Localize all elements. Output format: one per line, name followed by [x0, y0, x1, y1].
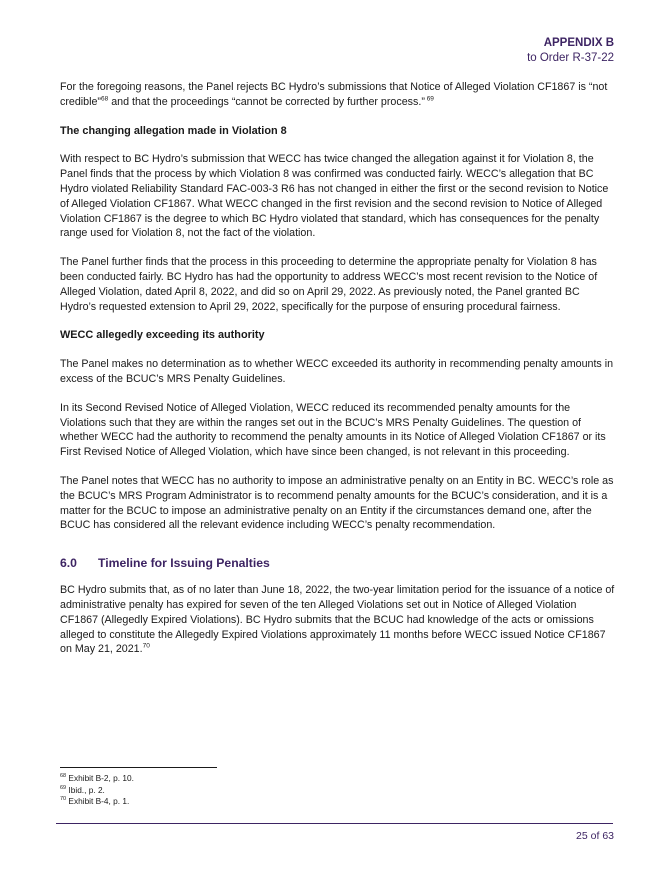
intro-paragraph [60, 80, 616, 110]
section-title: Timeline for Issuing Penalties [98, 556, 270, 571]
footnote-number: 69 [60, 784, 67, 791]
footnote-separator [60, 767, 217, 768]
section-heading-6 [60, 555, 616, 571]
section-number: 6.0 [60, 556, 77, 571]
paragraph-violation-8-1: With respect to BC Hydro’s submission that WECC has twice changed the allegation against it for Violation 8, the Panel finds that the process by which Violation 8 was confirmed was conducted fairly. WECC’s allegation that BC Hydro violated Reliability Standard FAC-003-3 R6 has not changed in either the first or the second revision to Notice of Alleged Violation CF1867. What WECC changed in the first revision and the second revision to Notice of Alleged Violation CF1867 is the degree to which BC Hydro violated that standard, which has consequences for the penalty range used for Violation 8, not the fact of the violation. [60, 153, 609, 240]
appendix-header [527, 36, 614, 66]
footnote-item [60, 785, 134, 797]
appendix-label: APPENDIX B [543, 37, 614, 49]
footnote-ref-68[interactable]: 68 [101, 95, 109, 103]
footnote-ref-69[interactable]: 69 [424, 95, 434, 103]
paragraph-authority-3: The Panel notes that WECC has no authority to impose an administrative penalty on an Entity in BC. WECC’s role as the BCUC’s MRS Program Administrator is to recommend penalty amounts for the BCUC’s consideration, and it is a matter for the BCUC to impose an administrative penalty on an Entity if the circumstances demand one, after the BCUC has considered all the relevant evidence including WECC’s penalty recommendation. [60, 474, 614, 532]
footnote-ref-70[interactable]: 70 [142, 642, 150, 650]
paragraph-authority-2: In its Second Revised Notice of Alleged Violation, WECC reduced its recommended penalty amounts for the Violations such that they are within the ranges set out in the BCUC’s MRS Penalty Guidelines. The question of whether WECC had the authority to recommend the penalty amounts in its Notice of Alleged Violation CF1867 or its First Revised Notice of Alleged Violation, which have since been changed, is not relevant in this proceeding. [60, 401, 606, 459]
subheading-authority: WECC allegedly exceeding its authority [60, 329, 265, 342]
intro-text-1: For the foregoing reasons, the Panel rejects BC Hydro’s submissions that Notice of Alleged Violation CF1867 is “not credible” [60, 81, 608, 108]
footnote-number: 68 [60, 773, 67, 780]
paragraph-violation-8-2: The Panel further finds that the process in this proceeding to determine the appropriate penalty for Violation 8 has been conducted fairly. BC Hydro has had the opportunity to address WECC’s most recent revision to the Notice of Alleged Violation, dated April 8, 2022, and did so on April 29, 2022. As previously noted, the Panel granted BC Hydro’s requested extension to April 29, 2022, specifically for the purpose of ensuring procedural fairness. [60, 256, 598, 313]
timeline-text: BC Hydro submits that, as of no later than June 18, 2022, the two-year limitation period for the issuance of a notice of administrative penalty has expired for seven of the ten Alleged Violations set out in Notice of Alleged Violation CF1867 (Allegedly Expired Violations). BC Hydro submits that the BCUC had knowledge of the acts or omissions alleged to constitute the Allegedly Expired Violations approximately 11 months before WECC issued Notice CF1867 on May 21, 2021. [60, 584, 615, 656]
footer-rule [56, 823, 613, 824]
footnote-number: 70 [60, 796, 67, 803]
footnote-text: Exhibit B-4, p. 1. [66, 796, 130, 806]
footnote-text: Exhibit B-2, p. 10. [66, 773, 134, 783]
footnotes [60, 773, 134, 808]
subheading-violation-8: The changing allegation made in Violation 8 [60, 124, 287, 137]
intro-text-2: and that the proceedings “cannot be corrected by further process.” [108, 95, 425, 108]
order-reference: to Order R-37-22 [527, 52, 614, 64]
paragraph-timeline [60, 583, 616, 657]
footnote-item [60, 796, 134, 808]
page-number: 25 of 63 [576, 830, 614, 842]
document-body [60, 80, 616, 671]
paragraph-authority-1: The Panel makes no determination as to whether WECC exceeded its authority in recommending penalty amounts in excess of the BCUC’s MRS Penalty Guidelines. [60, 358, 614, 385]
footnote-item [60, 773, 134, 785]
footnote-text: Ibid., p. 2. [66, 784, 105, 795]
